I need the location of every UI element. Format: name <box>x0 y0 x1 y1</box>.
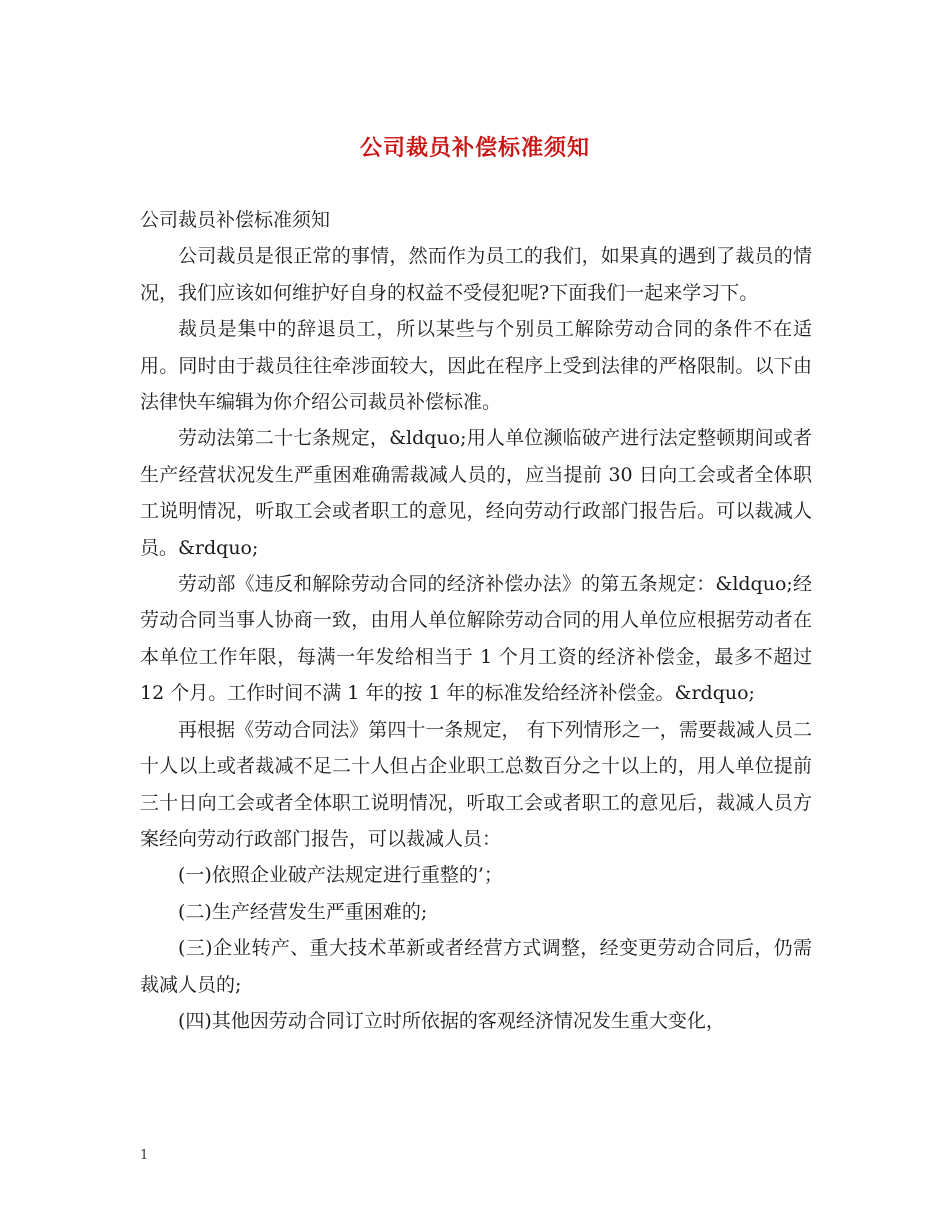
list-item: (一)依照企业破产法规定进行重整的’； <box>178 864 503 887</box>
page-number: 1 <box>140 1148 149 1163</box>
paragraph: 公司裁员是很正常的事情，然而作为员工的我们，如果真的遇到了裁员的情况，我们应该如何维护好自身的权益不受侵犯呢?下面我们一起来学习下。 <box>140 245 812 304</box>
paragraph: 再根据《劳动合同法》第四十一条规定， 有下列情形之一，需要裁减人员二十人以上或者裁减不足二十人但占企业职工总数百分之十以上的，用人单位提前三十日向工会或者全体职工说明情况，听取工会或者职工的意见后，裁减人员方案经向劳动行政部门报告，可以裁减人员： <box>140 718 812 850</box>
paragraph: 劳动部《违反和解除劳动合同的经济补偿办法》的第五条规定：&ldquo;经劳动合同当事人协商一致，由用人单位解除劳动合同的用人单位应根据劳动者在本单位工作年限，每满一年发给相当于 1 个月工资的经济补偿金，最多不超过 12 个月。工作时间不满 1 年的按 1 年的标准发给经济补偿金。&rdquo; <box>140 573 812 705</box>
paragraph: 劳动法第二十七条规定，&ldquo;用人单位濒临破产进行法定整顿期间或者生产经营状况发生严重困难确需裁减人员的，应当提前 30 日向工会或者全体职工说明情况，听取工会或者职工的意见，经向劳动行政部门报告后。可以裁减人员。&rdquo; <box>140 427 812 559</box>
document-body <box>140 202 812 1039</box>
list-item: (三)企业转产、重大技术革新或者经营方式调整，经变更劳动合同后，仍需裁减人员的; <box>140 937 812 996</box>
document-subtitle: 公司裁员补偿标准须知 <box>140 209 331 231</box>
list-item: (二)生产经营发生严重困难的; <box>178 900 428 923</box>
document-title: 公司裁员补偿标准须知 <box>359 135 590 161</box>
paragraph: 裁员是集中的辞退员工，所以某些与个别员工解除劳动合同的条件不在适用。同时由于裁员往往牵涉面较大，因此在程序上受到法律的严格限制。以下由法律快车编辑为你介绍公司裁员补偿标准。 <box>140 318 812 414</box>
list-item: (四)其他因劳动合同订立时所依据的客观经济情况发生重大变化， <box>178 1009 725 1032</box>
